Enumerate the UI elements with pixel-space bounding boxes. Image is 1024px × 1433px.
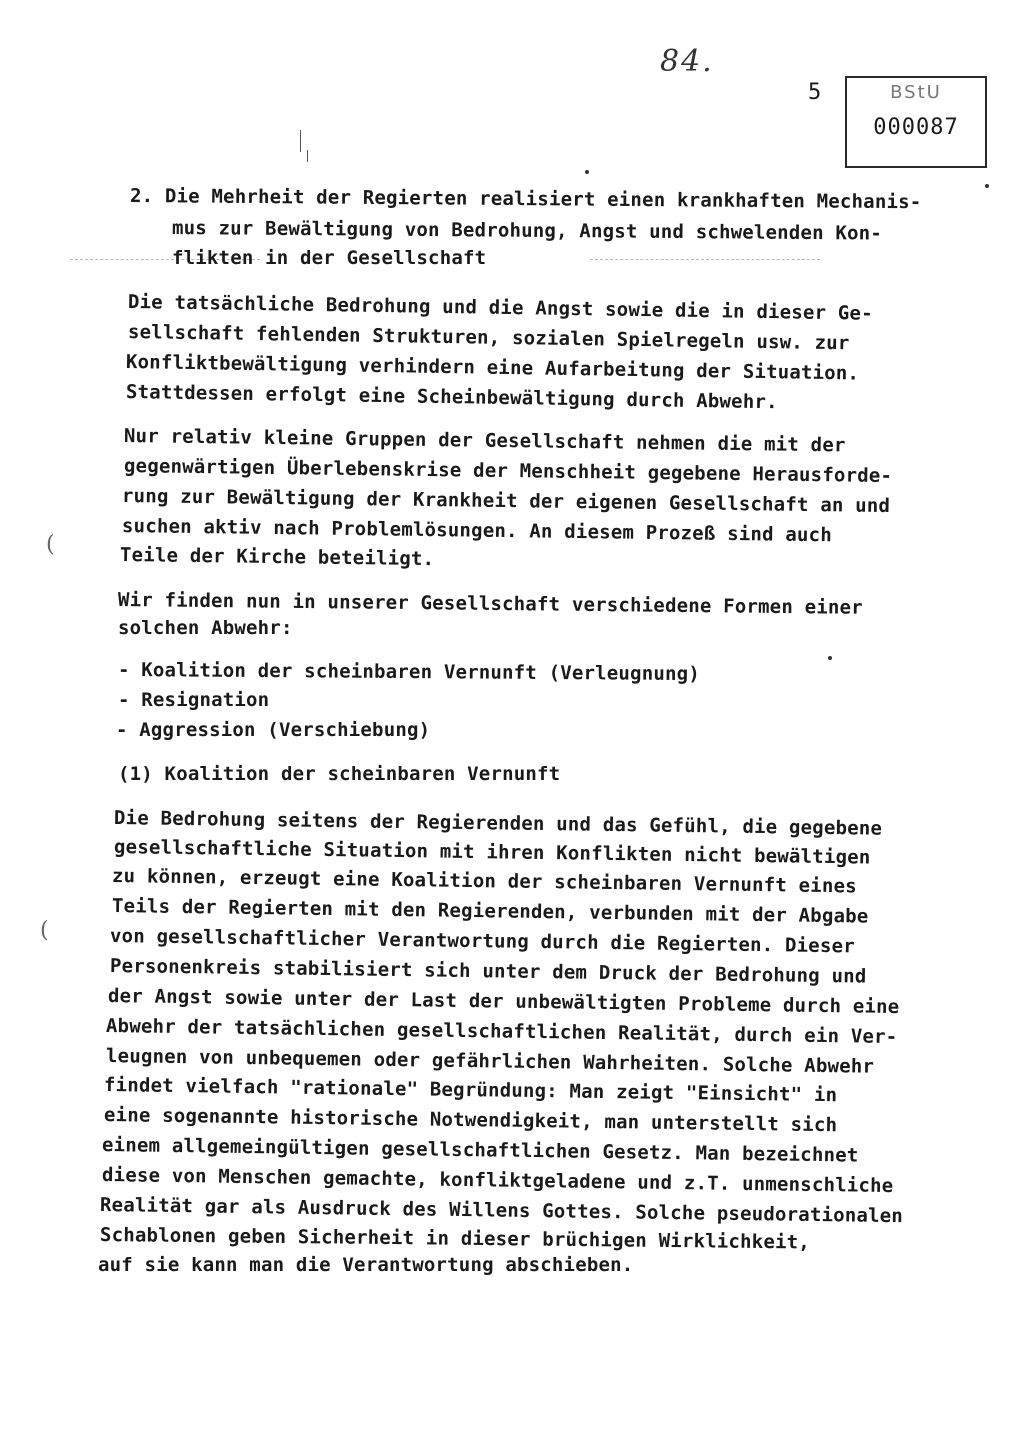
archive-stamp: [845, 76, 987, 168]
paragraph-line: der Angst sowie unter der Last der unbewältigten Probleme durch eine: [107, 985, 900, 1019]
section-heading-line: 2. Die Mehrheit der Regierten realisiert einen krankhaften Mechanis-: [129, 185, 922, 214]
paragraph-line: auf sie kann man die Verantwortung abschieben.: [98, 1254, 634, 1276]
paragraph-line: Teile der Kirche beteiligt.: [119, 544, 435, 571]
list-item: - Resignation: [118, 689, 270, 711]
paragraph-line: Konfliktbewältigung verhindern eine Aufarbeitung der Situation.: [125, 351, 860, 385]
paragraph-line: Stattdessen erfolgt eine Scheinbewältigung durch Abwehr.: [125, 381, 778, 414]
paragraph-line: rung zur Bewältigung der Krankheit der eigenen Gesellschaft an und: [121, 485, 891, 518]
paragraph-line: eine sogenannte historische Notwendigkeit, man unterstellt sich: [103, 1104, 838, 1137]
paragraph-line: zu können, erzeugt eine Koalition der scheinbaren Vernunft eines: [111, 865, 857, 898]
handwritten-folio-number: 84.: [660, 44, 714, 79]
dashed-rule: [590, 259, 820, 260]
paragraph-line: Schablonen geben Sicherheit in dieser brüchigen Wirklichkeit,: [99, 1224, 811, 1254]
paragraph-line: diese von Menschen gemachte, konfliktgeladene und z.T. unmenschliche: [101, 1164, 894, 1198]
paragraph-line: leugnen von unbequemen oder gefährlichen Wahrheiten. Solche Abwehr: [105, 1045, 875, 1078]
stamp-agency-label: BStU: [890, 82, 942, 103]
scan-mark: [828, 656, 832, 660]
section-heading-line: mus zur Bewältigung von Bedrohung, Angst und schwelenden Kon-: [171, 217, 883, 245]
paragraph-line: gesellschaftliche Situation mit ihren Konflikten nicht bewältigen: [113, 836, 871, 869]
paragraph-line: findet vielfach "rationale" Begründung: Man zeigt "Einsicht" in: [103, 1074, 838, 1107]
margin-paren-mark: (: [46, 532, 55, 557]
paragraph-line: von gesellschaftlicher Verantwortung durch die Regierten. Dieser: [109, 925, 855, 958]
paragraph-line: Teils der Regierten mit den Regierenden, verbunden mit der Abgabe: [111, 895, 869, 928]
paragraph-line: gegenwärtigen Überlebenskrise der Menschheit gegebene Herausforde-: [123, 455, 893, 488]
margin-paren-mark: (: [40, 918, 49, 943]
paragraph-line: Personenkreis stabilisiert sich unter dem Druck der Bedrohung und: [109, 955, 867, 988]
scan-mark: [307, 150, 308, 162]
paragraph-line: einem allgemeingültigen gesellschaftlichen Gesetz. Man bezeichnet: [101, 1134, 859, 1167]
subsection-heading: (1) Koalition der scheinbaren Vernunft: [118, 763, 561, 785]
paragraph-line: Realität gar als Ausdruck des Willens Gottes. Solche pseudorationalen: [99, 1194, 904, 1228]
paragraph-line: Abwehr der tatsächlichen gesellschaftlichen Realität, durch ein Ver-: [105, 1015, 898, 1049]
scan-mark: [585, 170, 589, 174]
page-number: 5: [808, 80, 822, 105]
scan-mark: [985, 184, 989, 188]
paragraph-line: suchen aktiv nach Problemlösungen. An diesem Prozeß sind auch: [121, 515, 833, 547]
paragraph-line: Die Bedrohung seitens der Regierenden und das Gefühl, die gegebene: [113, 807, 883, 840]
stamp-record-number: 000087: [873, 115, 959, 140]
section-heading-line: flikten in der Gesellschaft: [172, 247, 487, 269]
paragraph-line: Die tatsächliche Bedrohung und die Angst sowie die in dieser Ge-: [127, 291, 873, 325]
scan-mark: [300, 130, 301, 152]
paragraph-line: Wir finden nun in unserer Gesellschaft verschiedene Formen einer: [117, 589, 863, 619]
paragraph-line: Nur relativ kleine Gruppen der Gesellschaft nehmen die mit der: [123, 425, 846, 457]
paragraph-line: solchen Abwehr:: [118, 617, 293, 639]
paragraph-line: sellschaft fehlenden Strukturen, sozialen Spielregeln usw. zur: [127, 321, 850, 355]
list-item: - Aggression (Verschiebung): [116, 719, 431, 741]
list-item: - Koalition der scheinbaren Vernunft (Verleugnung): [117, 659, 701, 686]
